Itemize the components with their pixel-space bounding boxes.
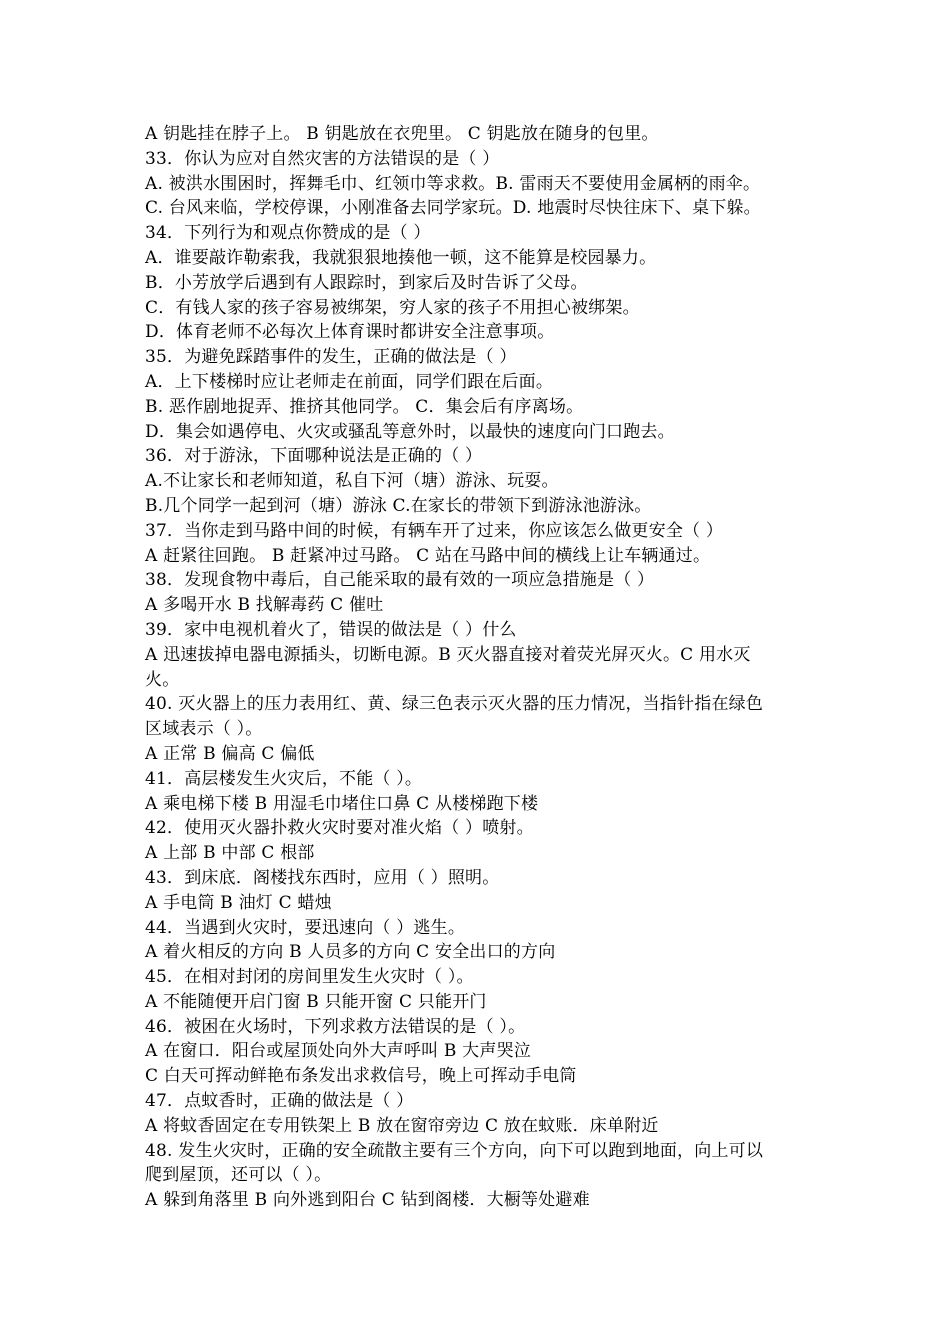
question-34-option-d: D．体育老师不必每次上体育课时都讲安全注意事项。 bbox=[145, 322, 555, 343]
question-41-options: A 乘电梯下楼 B 用湿毛巾堵住口鼻 C 从楼梯跑下楼 bbox=[145, 793, 539, 814]
question-34-option-b: B．小芳放学后遇到有人跟踪时，到家后及时告诉了父母。 bbox=[145, 272, 588, 293]
question-39-options-cont: 火。 bbox=[145, 669, 180, 690]
question-38-options: A 多喝开水 B 找解毒药 C 催吐 bbox=[145, 595, 384, 616]
question-35: 35．为避免踩踏事件的发生，正确的做法是（ ） bbox=[145, 347, 517, 368]
question-39-options: A 迅速拔掉电器电源插头，切断电源。B 灭火器直接对着荧光屏灭火。C 用水灭 bbox=[145, 644, 751, 665]
question-44-options: A 着火相反的方向 B 人员多的方向 C 安全出口的方向 bbox=[145, 942, 556, 963]
question-34-option-a: A．谁要敲诈勒索我，我就狠狠地揍他一顿，这不能算是校园暴力。 bbox=[145, 247, 657, 268]
question-35-option-d: D．集会如遇停电、火灾或骚乱等意外时，以最快的速度向门口跑去。 bbox=[145, 421, 675, 442]
question-38: 38．发现食物中毒后，自己能采取的最有效的一项应急措施是（ ） bbox=[145, 570, 655, 591]
question-47-options: A 将蚊香固定在专用铁架上 B 放在窗帘旁边 C 放在蚊账．床单附近 bbox=[145, 1115, 659, 1136]
question-46-options-ab: A 在窗口．阳台或屋顶处向外大声呼叫 B 大声哭泣 bbox=[145, 1041, 531, 1062]
question-48-cont: 爬到屋顶，还可以（ ）。 bbox=[145, 1165, 332, 1186]
question-43: 43．到床底．阁楼找东西时，应用（ ）照明。 bbox=[145, 867, 500, 888]
question-37: 37．当你走到马路中间的时候，有辆车开了过来，你应该怎么做更安全（ ） bbox=[145, 520, 724, 541]
question-40: 40. 灭火器上的压力表用红、黄、绿三色表示灭火器的压力情况，当指针指在绿色 bbox=[145, 694, 764, 715]
question-34-option-c: C．有钱人家的孩子容易被绑架，穷人家的孩子不用担心被绑架。 bbox=[145, 297, 640, 318]
question-33-options-cd: C. 台风来临，学校停课，小刚准备去同学家玩。D. 地震时尽快往床下、桌下躲。 bbox=[145, 198, 761, 219]
document-body bbox=[145, 122, 825, 1213]
question-36-options-bc: B.几个同学一起到河（塘）游泳 C.在家长的带领下到游泳池游泳。 bbox=[145, 495, 652, 516]
question-35-option-a: A．上下楼梯时应让老师走在前面，同学们跟在后面。 bbox=[145, 371, 554, 392]
question-35-options-bc: B. 恶作剧地捉弄、推挤其他同学。 C．集会后有序离场。 bbox=[145, 396, 584, 417]
question-46-option-c: C 白天可挥动鲜艳布条发出求救信号，晚上可挥动手电筒 bbox=[145, 1066, 577, 1087]
question-39: 39．家中电视机着火了，错误的做法是（ ）什么 bbox=[145, 619, 517, 640]
question-47: 47．点蚊香时，正确的做法是（ ） bbox=[145, 1091, 414, 1112]
question-42-options: A 上部 B 中部 C 根部 bbox=[145, 843, 315, 864]
question-46: 46．被困在火场时，下列求救方法错误的是（ ）。 bbox=[145, 1016, 526, 1037]
question-33-options-ab: A. 被洪水围困时，挥舞毛巾、红领巾等求救。B. 雷雨天不要使用金属柄的雨伞。 bbox=[145, 173, 761, 194]
question-42: 42．使用灭火器扑救火灾时要对准火焰（ ）喷射。 bbox=[145, 818, 534, 839]
question-41: 41．高层楼发生火灾后，不能（ ）。 bbox=[145, 768, 423, 789]
question-48: 48. 发生火灾时，正确的安全疏散主要有三个方向，向下可以跑到地面，向上可以 bbox=[145, 1140, 764, 1161]
question-40-cont: 区域表示（ ）。 bbox=[145, 719, 263, 740]
question-48-options: A 躲到角落里 B 向外逃到阳台 C 钻到阁楼．大橱等处避难 bbox=[145, 1190, 590, 1211]
question-34: 34．下列行为和观点你赞成的是（ ） bbox=[145, 223, 431, 244]
question-45-options: A 不能随便开启门窗 B 只能开窗 C 只能开门 bbox=[145, 991, 487, 1012]
question-37-options: A 赶紧往回跑。 B 赶紧冲过马路。 C 站在马路中间的横线上让车辆通过。 bbox=[145, 545, 711, 566]
question-45: 45．在相对封闭的房间里发生火灾时（ ）。 bbox=[145, 967, 474, 988]
question-36-option-a: A.不让家长和老师知道，私自下河（塘）游泳、玩耍。 bbox=[145, 471, 559, 492]
question-44: 44．当遇到火灾时，要迅速向（ ）逃生。 bbox=[145, 917, 466, 938]
text-line-1: A 钥匙挂在脖子上。 B 钥匙放在衣兜里。 C 钥匙放在随身的包里。 bbox=[145, 124, 659, 144]
question-33: 33．你认为应对自然灾害的方法错误的是（ ） bbox=[145, 148, 500, 169]
question-40-options: A 正常 B 偏高 C 偏低 bbox=[145, 743, 315, 764]
question-36: 36．对于游泳，下面哪种说法是正确的（ ） bbox=[145, 446, 483, 467]
question-43-options: A 手电筒 B 油灯 C 蜡烛 bbox=[145, 892, 332, 913]
